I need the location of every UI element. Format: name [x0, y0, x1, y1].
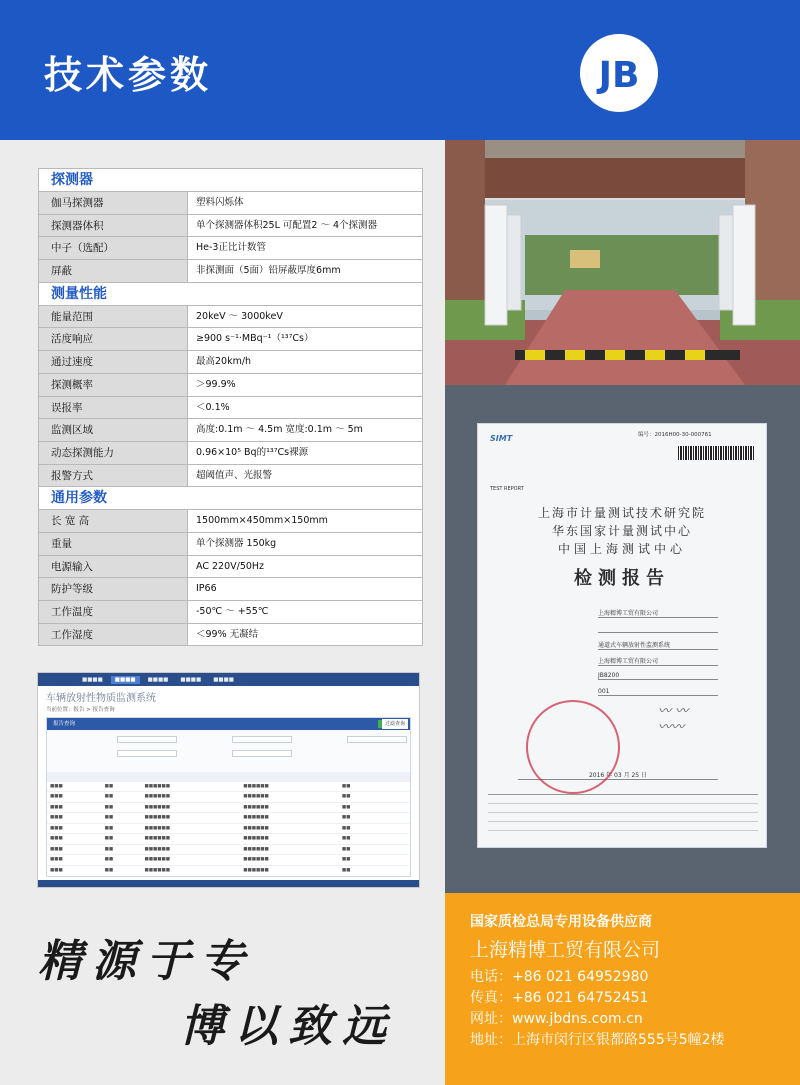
institute-line-1: 上海市计量测试技术研究院	[537, 506, 706, 520]
table-row: ■■■ ■■ ■■■■■■ ■■■■■■ ■■	[47, 834, 410, 845]
institute-line-3: 中国上海测试中心	[557, 542, 686, 556]
supplier-tagline: 国家质检总局专用设备供应商	[470, 914, 652, 930]
spec-row	[38, 306, 423, 329]
spec-table	[38, 168, 423, 646]
spec-value: ＜0.1%	[188, 397, 422, 419]
spec-label: 工作湿度	[39, 624, 188, 646]
model-value: JB8200	[598, 672, 718, 680]
spec-value: He-3正比计数管	[188, 237, 422, 259]
spec-label: 探测器体积	[39, 215, 188, 237]
software-panel-header	[47, 718, 410, 730]
table-row: ■■■ ■■ ■■■■■■ ■■■■■■ ■■	[47, 823, 410, 834]
spec-row	[38, 374, 423, 397]
software-breadcrumb: 当前位置：报告 > 报告查询	[46, 707, 115, 713]
spec-row	[38, 419, 423, 442]
spec-value: 20keV ～ 3000keV	[188, 306, 422, 328]
spec-row	[38, 237, 423, 260]
spec-label: 活度响应	[39, 328, 188, 350]
table-row: ■■■ ■■ ■■■■■■ ■■■■■■ ■■	[47, 813, 410, 824]
simt-badge: SIMT	[490, 434, 513, 443]
table-row: ■■■ ■■ ■■■■■■ ■■■■■■ ■■	[47, 865, 410, 876]
software-panel	[46, 717, 411, 877]
spec-value: 1500mm×450mm×150mm	[188, 510, 422, 532]
spec-row	[38, 328, 423, 351]
spec-row	[38, 465, 423, 488]
portal-photo	[445, 140, 800, 385]
address-value	[598, 624, 718, 633]
search-box	[117, 736, 177, 743]
logo-text: JB	[598, 55, 640, 96]
search-box	[347, 736, 407, 743]
spec-label: 误报率	[39, 397, 188, 419]
table-row: ■■■ ■■ ■■■■■■ ■■■■■■ ■■	[47, 781, 410, 792]
spec-section-title: 通用参数	[51, 490, 107, 507]
spec-value: 最高20km/h	[188, 351, 422, 373]
software-tab-active: ■■■■	[111, 676, 140, 684]
spec-label: 能量范围	[39, 306, 188, 328]
software-search-form	[47, 730, 410, 772]
spec-row	[38, 624, 423, 647]
spec-row	[38, 215, 423, 238]
company-name: 上海精博工贸有限公司	[470, 939, 661, 961]
spec-row	[38, 533, 423, 556]
spec-value: 单个探测器体积25L 可配置2 ～ 4个探测器	[188, 215, 422, 237]
document-title: 检测报告	[574, 568, 670, 589]
portal-photo-graphic	[445, 140, 800, 385]
spec-label: 通过速度	[39, 351, 188, 373]
spec-row	[38, 351, 423, 374]
spec-label: 长 宽 高	[39, 510, 188, 532]
report-type: TEST REPORT	[490, 486, 524, 492]
spec-row	[38, 397, 423, 420]
spec-value: IP66	[188, 578, 422, 600]
software-table	[47, 772, 410, 876]
software-nav-bar	[38, 673, 419, 686]
spec-label: 电源输入	[39, 556, 188, 578]
spec-row	[38, 192, 423, 215]
spec-value: ＜99% 无凝结	[188, 624, 422, 646]
jb-logo-icon	[580, 34, 658, 112]
official-seal-icon	[526, 700, 620, 794]
spec-row	[38, 510, 423, 533]
spec-label: 工作温度	[39, 601, 188, 623]
spec-value: 非探测面（5面）铅屏蔽厚度6mm	[188, 260, 422, 282]
spec-row	[38, 442, 423, 465]
page-title: 技术参数	[44, 53, 213, 97]
software-title: 车辆放射性物质监测系统	[46, 693, 156, 704]
spec-section-header	[38, 283, 423, 306]
search-box	[232, 736, 292, 743]
spec-value: ≥900 s⁻¹·MBq⁻¹（¹³⁷Cs）	[188, 328, 422, 350]
spec-value: AC 220V/50Hz	[188, 556, 422, 578]
institute-line-2: 华东国家计量测试中心	[551, 524, 692, 538]
company-logo	[580, 34, 658, 112]
maker-value: 上海精博工贸有限公司	[598, 656, 718, 666]
spec-label: 防护等级	[39, 578, 188, 600]
company-phone: 电话：+86 021 64952980	[470, 969, 649, 985]
table-row: ■■■ ■■ ■■■■■■ ■■■■■■ ■■	[47, 802, 410, 813]
footer-lines	[488, 794, 758, 834]
spec-row	[38, 601, 423, 624]
spec-value: 高度:0.1m ～ 4.5m 宽度:0.1m ～ 5m	[188, 419, 422, 441]
signature-area: 〰 〰 〰〰	[658, 704, 689, 735]
company-address: 地址：上海市闵行区银都路555号5幢2楼	[470, 1032, 725, 1048]
spec-label: 重量	[39, 533, 188, 555]
spec-label: 动态探测能力	[39, 442, 188, 464]
spec-label: 监测区域	[39, 419, 188, 441]
spec-value: -50℃ ～ +55℃	[188, 601, 422, 623]
spec-value: 单个探测器 150kg	[188, 533, 422, 555]
spec-row	[38, 260, 423, 283]
spec-label: 报警方式	[39, 465, 188, 487]
software-tab: ■■■■	[180, 676, 202, 683]
product-value: 通道式车辆放射性监测系统	[598, 640, 718, 650]
spec-section-header	[38, 169, 423, 192]
spec-value: 超阈值声、光报警	[188, 465, 422, 487]
company-fax: 传真：+86 021 64752451	[470, 990, 649, 1006]
spec-label: 探测概率	[39, 374, 188, 396]
table-row: ■■■ ■■ ■■■■■■ ■■■■■■ ■■	[47, 844, 410, 855]
spec-row	[38, 556, 423, 579]
software-table-header	[47, 772, 410, 781]
slogan-line-1: 精源于专	[38, 936, 254, 987]
company-website: 网址：www.jbdns.com.cn	[470, 1011, 643, 1027]
table-row: ■■■ ■■ ■■■■■■ ■■■■■■ ■■	[47, 792, 410, 803]
serial-value: 001	[598, 688, 718, 696]
client-value: 上海精博工贸有限公司	[598, 608, 718, 618]
spec-value: 塑料闪烁体	[188, 192, 422, 214]
spec-section-header	[38, 487, 423, 510]
spec-label: 中子（选配）	[39, 237, 188, 259]
filter-button: 过滤查询	[382, 719, 408, 729]
spec-section-title: 探测器	[51, 172, 93, 188]
table-row: ■■■ ■■ ■■■■■■ ■■■■■■ ■■	[47, 855, 410, 866]
barcode-icon	[678, 446, 754, 460]
search-box	[232, 750, 292, 757]
report-number: 编号：2016H00-30-000761	[638, 432, 712, 438]
test-report-certificate	[477, 423, 767, 848]
header-banner	[0, 0, 800, 140]
software-tab: ■■■■	[213, 676, 234, 683]
spec-value: ＞99.9%	[188, 374, 422, 396]
spec-label: 屏蔽	[39, 260, 188, 282]
spec-label: 伽马探测器	[39, 192, 188, 214]
spec-section-title: 测量性能	[51, 285, 107, 302]
software-footer	[38, 880, 419, 887]
issue-date: 2016 年 03 月 25 日	[518, 770, 718, 780]
software-panel-label: 报告查询	[53, 721, 76, 727]
slogan-line-2: 博以致远	[180, 1001, 396, 1052]
spec-value: 0.96×10⁵ Bq的¹³⁷Cs裸源	[188, 442, 422, 464]
software-screenshot	[37, 672, 420, 888]
spec-row	[38, 578, 423, 601]
search-box	[117, 750, 177, 757]
software-tab: ■■■■	[82, 676, 103, 683]
software-tab: ■■■■	[147, 676, 169, 683]
